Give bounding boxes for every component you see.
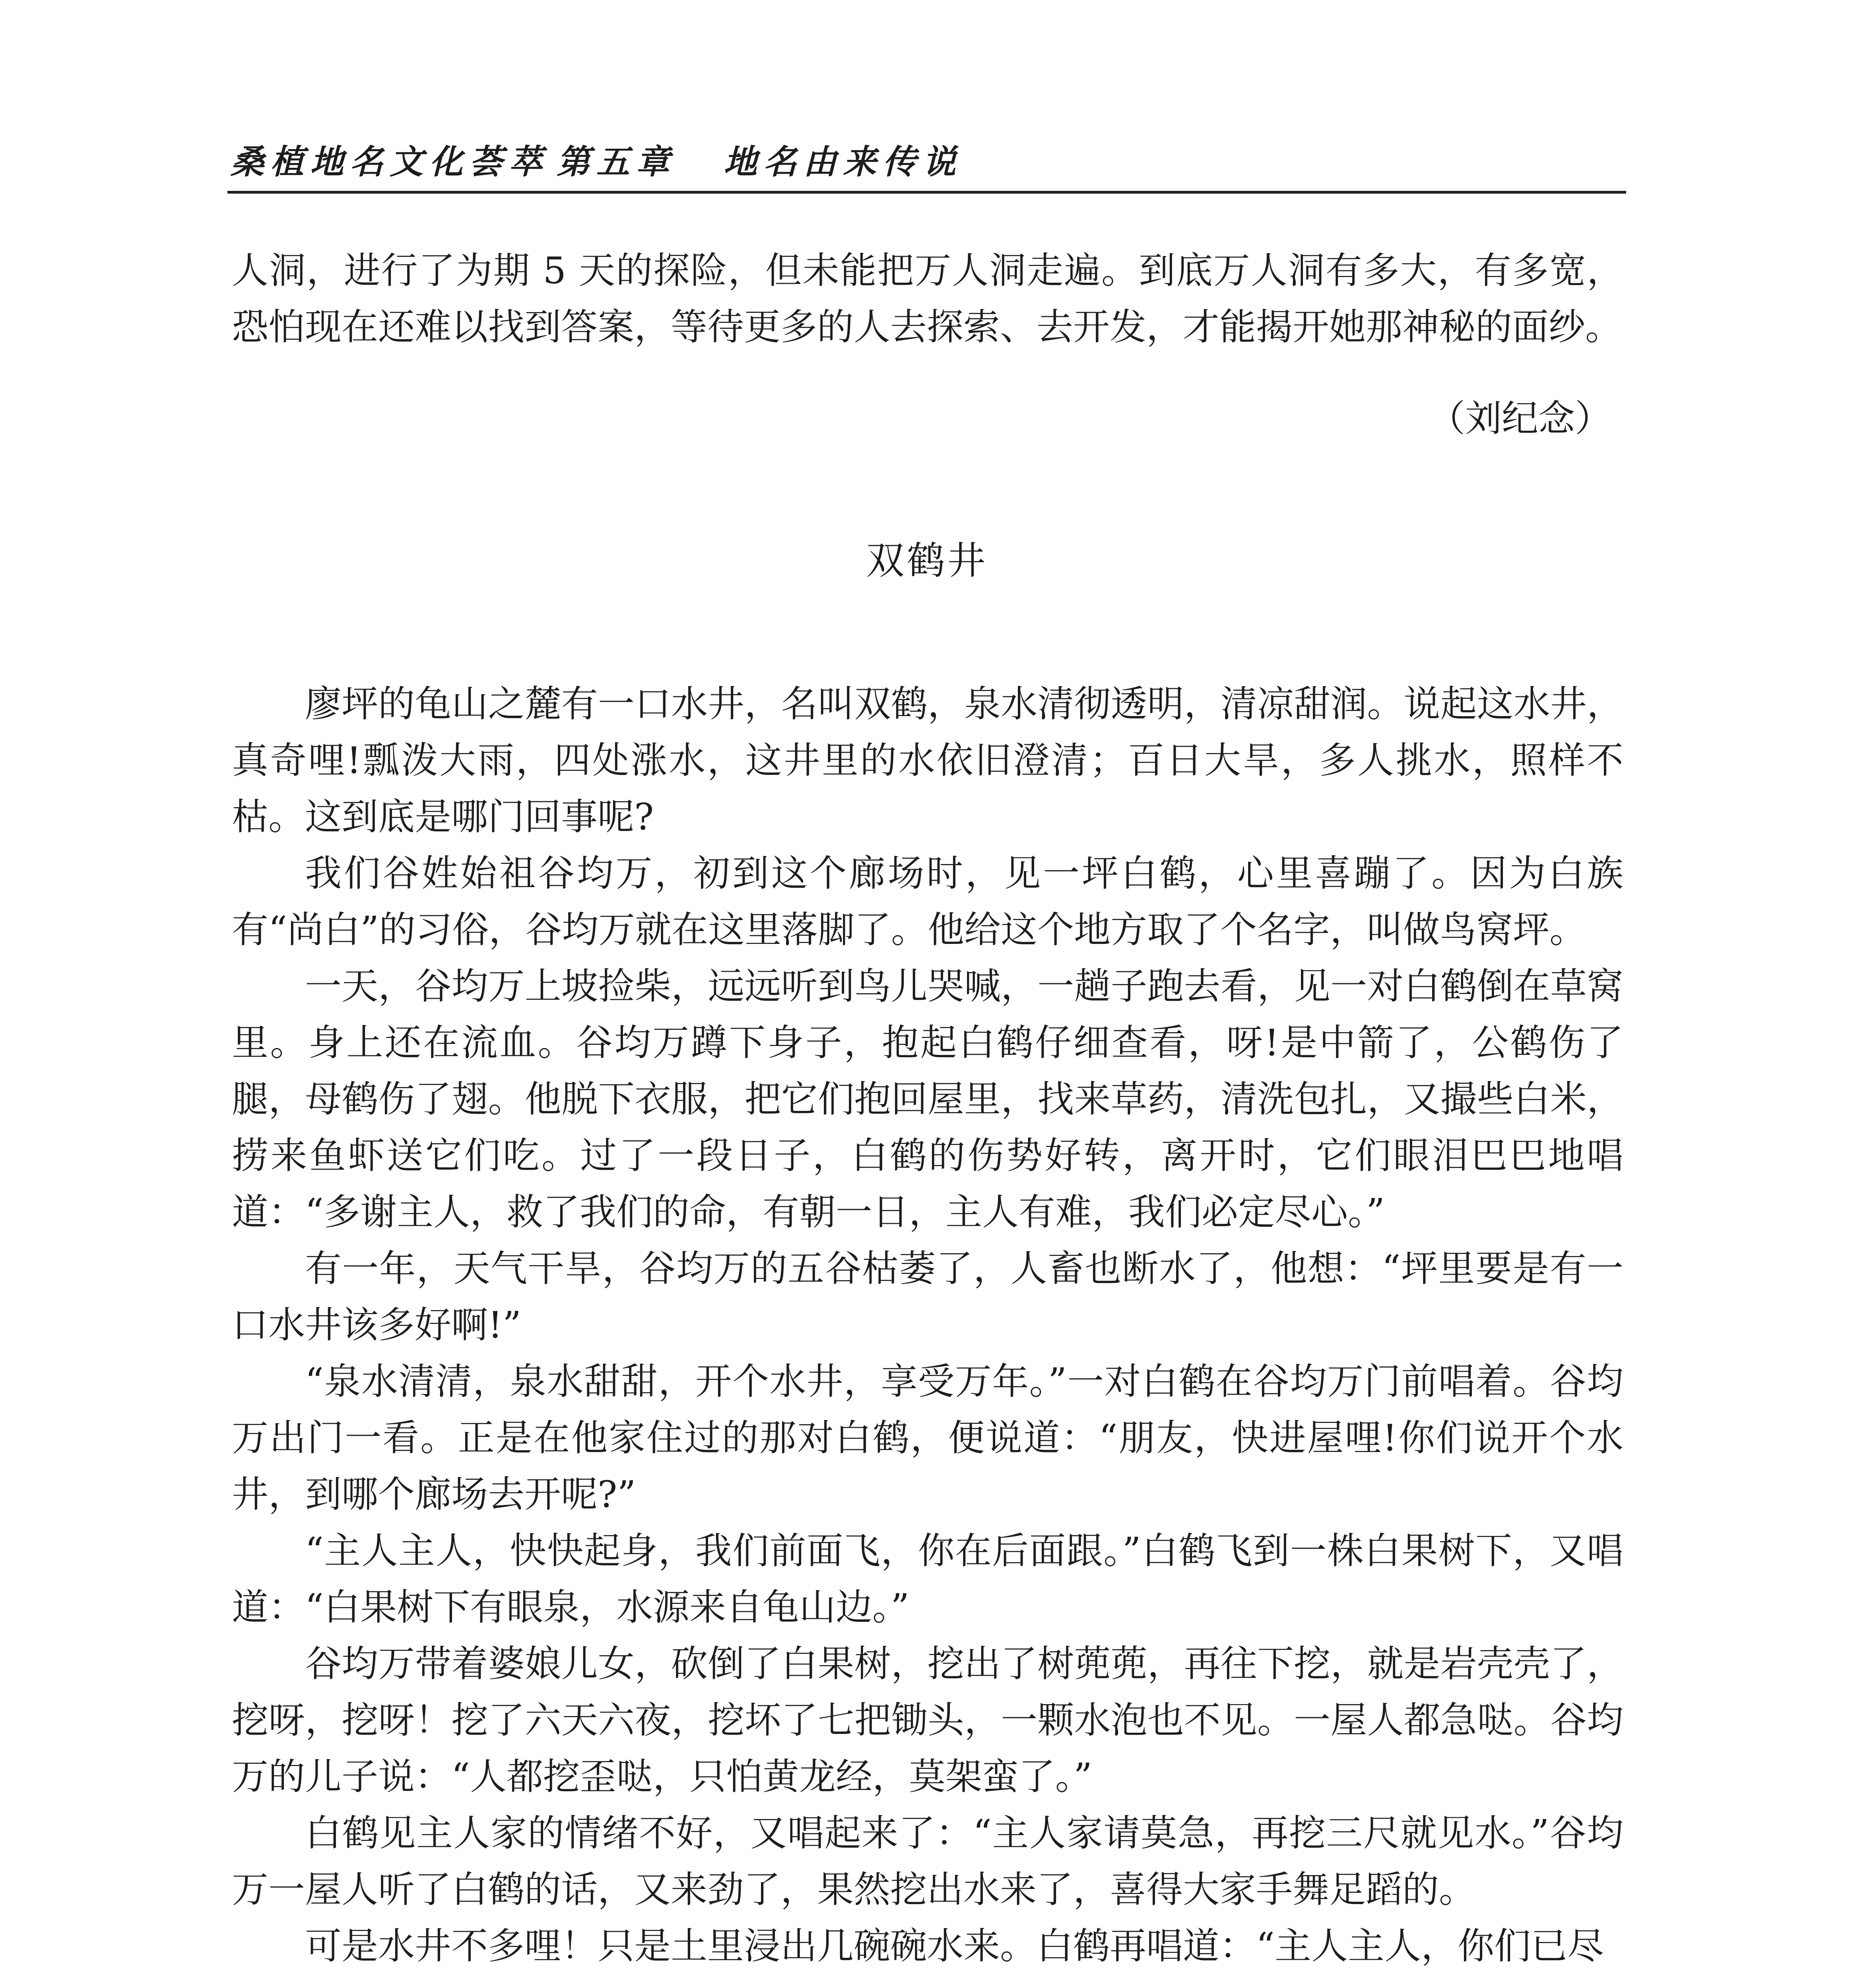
paragraph: “主人主人，快快起身，我们前面飞，你在后面跟。”白鹤飞到一株白果树下，又唱道：“白果树下有眼泉，水源来自龟山边。” (232, 1530, 1623, 1629)
paragraph: 谷均万带着婆娘儿女，砍倒了白果树，挖出了树蔸蔸，再往下挖，就是岩壳壳了，挖呀，挖呀！挖了六天六夜，挖坏了七把锄头，一颗水泡也不见。一屋人都急哒。谷均万的儿子说：“人都挖歪哒，只怕黄龙经，莫架蛮了。” (232, 1642, 1623, 1798)
continuation-text (232, 243, 1623, 355)
paragraph: “泉水清清，泉水甜甜，开个水井，享受万年。”一对白鹤在谷均万门前唱着。谷均万出门一看。正是在他家住过的那对白鹤，便说道：“朋友，快进屋哩!你们说开个水井，到哪个廊场去开呢?” (232, 1360, 1623, 1516)
paragraph: 可是水井不多哩！只是土里浸出几碗碗水来。白鹤再唱道：“主人主人，你们已尽 (305, 1925, 1604, 1967)
continuation-paragraph: 人洞，进行了为期 5 天的探险，但未能把万人洞走遍。到底万人洞有多大，有多宽，恐怕现在还难以找到答案，等待更多的人去探索、去开发，才能揭开她那神秘的面纱。 (232, 249, 1623, 348)
author-credit: （刘纪念） (1428, 397, 1611, 440)
book-title: 桑植地名文化荟萃 (231, 142, 549, 181)
paragraph: 有一年，天气干旱，谷均万的五谷枯萎了，人畜也断水了，他想：“坪里要是有一口水井该多好啊!” (232, 1247, 1623, 1346)
paragraph: 廖坪的龟山之麓有一口水井，名叫双鹤，泉水清彻透明，清凉甜润。说起这水井，真奇哩!瓢泼大雨，四处涨水，这井里的水依旧澄清；百日大旱，多人挑水，照样不枯。这到底是哪门回事呢? (232, 683, 1623, 838)
article-title: 双鹤井 (866, 538, 988, 583)
running-header (231, 137, 962, 181)
chapter-title: 地名由来传说 (724, 142, 963, 181)
article-body (232, 676, 1623, 1974)
header-rule (227, 191, 1626, 194)
paragraph: 白鹤见主人家的情绪不好，又唱起来了：“主人家请莫急，再挖三尺就见水。”谷均万一屋人听了白鹤的话，又来劲了，果然挖出水来了，喜得大家手舞足蹈的。 (232, 1812, 1623, 1911)
paragraph: 我们谷姓始祖谷均万，初到这个廊场时，见一坪白鹤，心里喜蹦了。因为白族有“尚白”的习俗，谷均万就在这里落脚了。他给这个地方取了个名字，叫做鸟窝坪。 (232, 852, 1623, 951)
paragraph: 一天，谷均万上坡捡柴，远远听到鸟儿哭喊，一趟子跑去看，见一对白鹤倒在草窝里。身上还在流血。谷均万蹲下身子，抱起白鹤仔细查看，呀!是中箭了，公鹤伤了腿，母鹤伤了翅。他脱下衣服，把它们抱回屋里，找来草药，清洗包扎，又撮些白米，捞来鱼虾送它们吃。过了一段日子，白鹤的伤势好转，离开时，它们眼泪巴巴地唱道：“多谢主人，救了我们的命，有朝一日，主人有难，我们必定尽心。” (232, 965, 1623, 1233)
chapter-number: 第五章 (557, 142, 676, 181)
